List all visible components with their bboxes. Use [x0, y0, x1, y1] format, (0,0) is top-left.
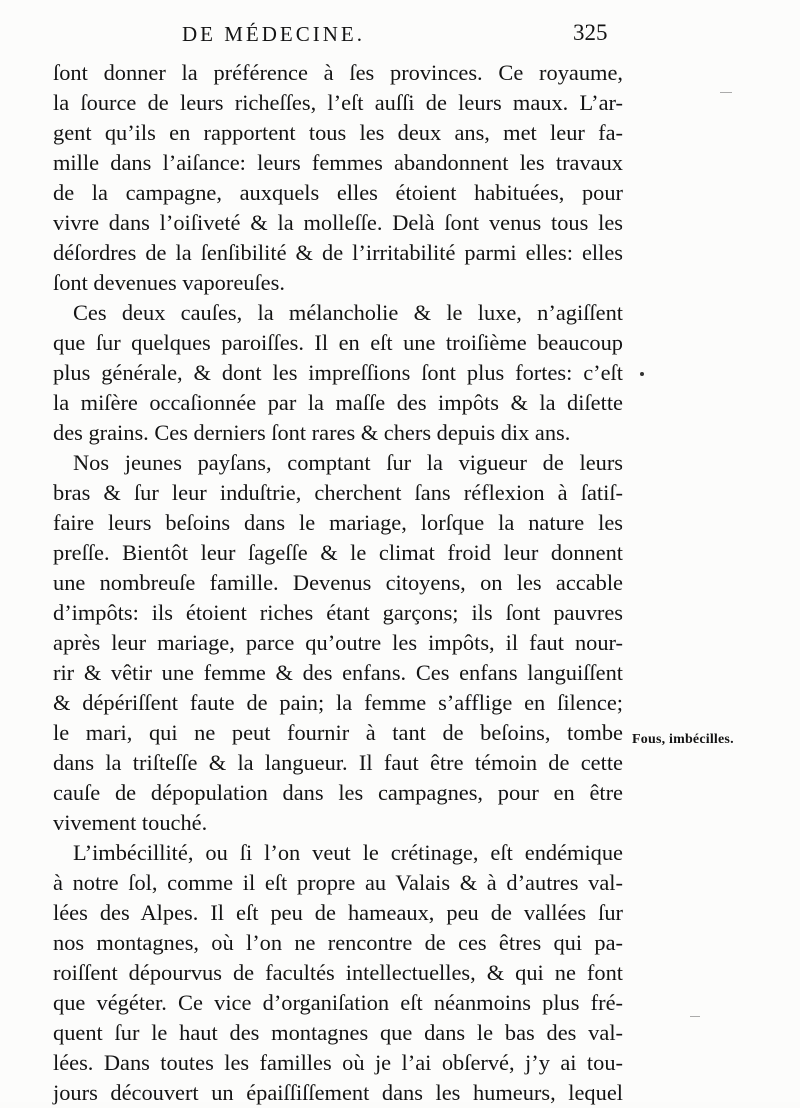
- text-line: lées des Alpes. Il eſt peu de hameaux, peu de vallées ſur: [53, 900, 623, 925]
- text-line: après leur mariage, parce qu’outre les impôts, il faut nour-: [53, 630, 623, 655]
- margin-mark: [640, 372, 644, 376]
- text-line: ſont devenues vaporeuſes.: [53, 270, 285, 295]
- text-line: à notre ſol, comme il eſt propre au Valais & à d’autres val-: [53, 870, 623, 895]
- text-line: rir & vêtir une femme & des enfans. Ces enfans languiſſent: [53, 660, 623, 685]
- text-line: faire leurs beſoins dans le mariage, lorſque la nature les: [53, 510, 623, 535]
- margin-mark: [720, 92, 732, 93]
- text-line: jours découvert un épaiſſiſſement dans les humeurs, lequel: [53, 1080, 623, 1105]
- text-line: lées. Dans toutes les familles où je l’ai obſervé, j’y ai tou-: [53, 1050, 623, 1075]
- text-line: quent ſur le haut des montagnes que dans le bas des val-: [53, 1020, 623, 1045]
- text-line: une nombreuſe famille. Devenus citoyens, on les accable: [53, 570, 623, 595]
- text-line: bras & ſur leur induſtrie, cherchent ſans réflexion à ſatiſ-: [53, 480, 623, 505]
- text-line: preſſe. Bientôt leur ſageſſe & le climat froid leur donnent: [53, 540, 623, 565]
- text-line: que ſur quelques paroiſſes. Il en eſt une troiſième beaucoup: [53, 330, 623, 355]
- text-line: nos montagnes, où l’on ne rencontre de ces êtres qui pa-: [53, 930, 623, 955]
- text-line: vivre dans l’oiſiveté & la molleſſe. Delà ſont venus tous les: [53, 210, 623, 235]
- margin-mark: [690, 1016, 700, 1017]
- text-line: la ſource de leurs richeſſes, l’eſt auſſi de leurs maux. L’ar-: [53, 90, 623, 115]
- margin-note: Fous, imbécilles.: [632, 732, 734, 747]
- text-line: dans la triſteſſe & la langueur. Il faut être témoin de cette: [53, 750, 623, 775]
- text-line: ſont donner la préférence à ſes provinces. Ce royaume,: [53, 60, 623, 85]
- text-line: Nos jeunes payſans, comptant ſur la vigueur de leurs: [73, 450, 623, 475]
- text-line: cauſe de dépopulation dans les campagnes, pour en être: [53, 780, 623, 805]
- text-line: que végéter. Ce vice d’organiſation eſt néanmoins plus fré-: [53, 990, 623, 1015]
- page-number: 325: [573, 20, 608, 45]
- text-line: la miſère occaſionnée par la maſſe des impôts & la diſette: [53, 390, 623, 415]
- text-line: & dépériſſent faute de pain; la femme s’afflige en ſilence;: [53, 690, 623, 715]
- text-line: de la campagne, auxquels elles étoient habituées, pour: [53, 180, 623, 205]
- text-line: vivement touché.: [53, 810, 208, 835]
- text-line: plus générale, & dont les impreſſions ſont plus fortes: c’eſt: [53, 360, 623, 385]
- text-line: roiſſent dépourvus de facultés intellectuelles, & qui ne font: [53, 960, 623, 985]
- running-head: DE MÉDECINE.: [182, 22, 365, 46]
- text-line: le mari, qui ne peut fournir à tant de beſoins, tombe: [53, 720, 623, 745]
- text-line: L’imbécillité, ou ſi l’on veut le crétinage, eſt endémique: [73, 840, 623, 865]
- text-line: gent qu’ils en rapportent tous les deux ans, met leur fa-: [53, 120, 623, 145]
- text-line: mille dans l’aiſance: leurs femmes abandonnent les travaux: [53, 150, 623, 175]
- text-line: Ces deux cauſes, la mélancholie & le luxe, n’agiſſent: [73, 300, 623, 325]
- text-line: déſordres de la ſenſibilité & de l’irritabilité parmi elles: elles: [53, 240, 623, 265]
- text-line: des grains. Ces derniers ſont rares & chers depuis dix ans.: [53, 420, 571, 445]
- text-line: d’impôts: ils étoient riches étant garçons; ils ſont pauvres: [53, 600, 623, 625]
